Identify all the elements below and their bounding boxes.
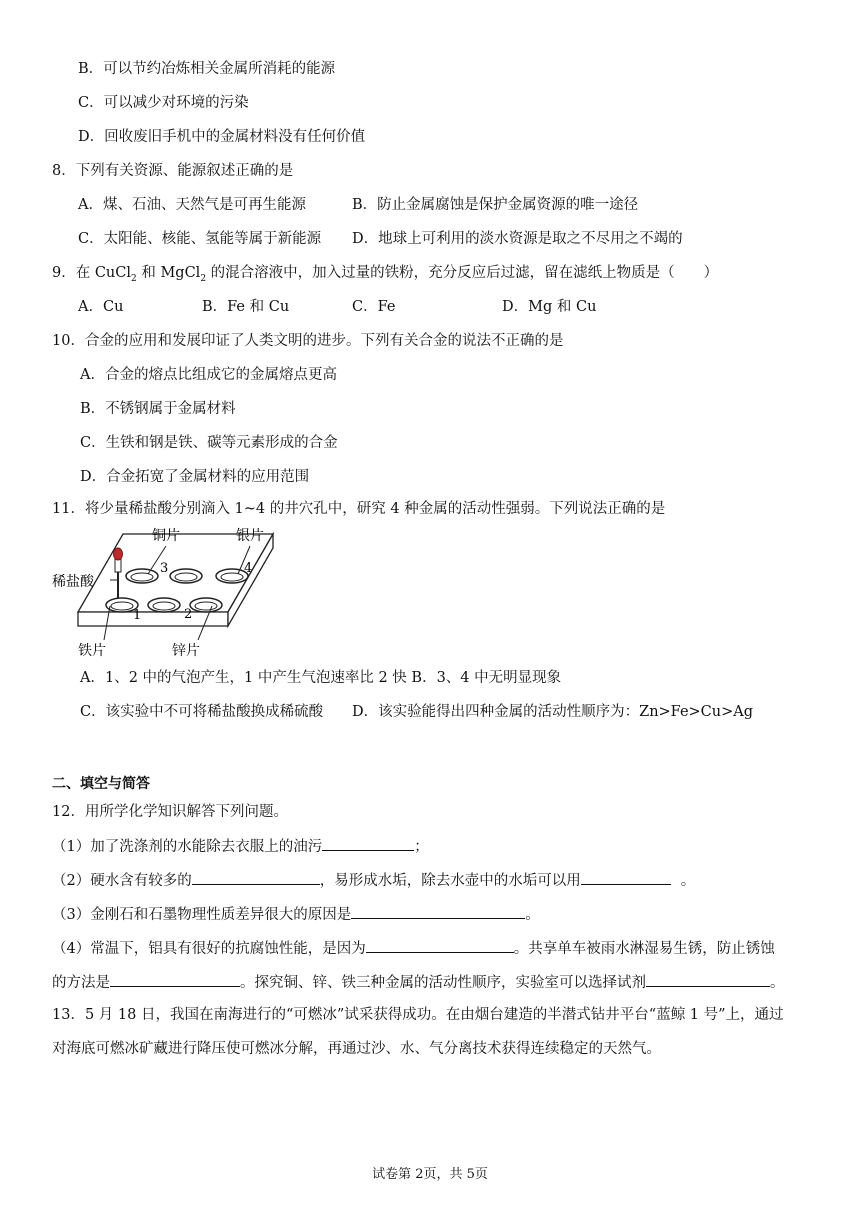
q7-option-b: B．可以节约冶炼相关金属所消耗的能源 [78, 61, 336, 77]
q11-option-c: C．该实验中不可将稀盐酸换成稀硫酸 [80, 704, 324, 720]
well-number-3: 3 [160, 561, 169, 576]
well-plate-figure [48, 522, 288, 662]
label-acid: 稀盐酸 [52, 574, 94, 590]
q9-option-d: D．Mg 和 Cu [502, 299, 597, 315]
q10-stem: 10．合金的应用和发展印证了人类文明的进步。下列有关合金的说法不正确的是 [52, 333, 564, 349]
answer-blank[interactable] [581, 870, 671, 885]
label-iron: 铁片 [78, 643, 106, 659]
section-title: 二、填空与简答 [52, 776, 150, 792]
q10-option-a: A．合金的熔点比组成它的金属熔点更高 [80, 367, 337, 383]
q7-option-c: C．可以减少对环境的污染 [78, 95, 249, 111]
answer-blank[interactable] [351, 904, 525, 919]
q12-part1: （1）加了洗涤剂的水能除去衣服上的油污 ； [52, 836, 429, 857]
q13-line1: 13．5 月 18 日，我国在南海进行的“可燃冰”试采获得成功。在由烟台建造的半潜式钻井平台“蓝鲸 1 号”上，通过 [52, 1007, 784, 1023]
q8-option-a: A．煤、石油、天然气是可再生能源 [78, 197, 306, 213]
label-silver: 银片 [236, 528, 264, 544]
answer-blank[interactable] [192, 870, 320, 885]
q8-option-c: C．太阳能、核能、氢能等属于新能源 [78, 231, 322, 247]
q9-option-b: B．Fe 和 Cu [202, 299, 290, 315]
q11-option-d: D．该实验能得出四种金属的活动性顺序为：Zn>Fe>Cu>Ag [352, 704, 754, 720]
q10-option-b: B．不锈钢属于金属材料 [80, 401, 236, 417]
q10-option-c: C．生铁和钢是铁、碳等元素形成的合金 [80, 435, 338, 451]
q12-stem: 12．用所学化学知识解答下列问题。 [52, 804, 288, 820]
q11-stem: 11．将少量稀盐酸分别滴入 1~4 的井穴孔中，研究 4 种金属的活动性强弱。下列说法正确的是 [52, 501, 666, 517]
answer-blank[interactable] [646, 972, 770, 987]
well-number-4: 4 [244, 561, 253, 576]
q7-option-d: D．回收废旧手机中的金属材料没有任何价值 [78, 129, 366, 145]
q8-option-d: D．地球上可利用的淡水资源是取之不尽用之不竭的 [352, 231, 683, 247]
answer-blank[interactable] [366, 938, 514, 953]
q8-stem: 8．下列有关资源、能源叙述正确的是 [52, 163, 294, 179]
q9-stem: 9．在 CuCl$_2$ 和 MgCl$_2$ 的混合溶液中，加入过量的铁粉，充分反应后过滤，留在滤纸上物质是（ ） [52, 265, 719, 284]
label-zinc: 锌片 [172, 643, 200, 659]
dropper-bulb [114, 548, 123, 560]
q11-option-ab: A．1、2 中的气泡产生，1 中产生气泡速率比 2 快 B．3、4 中无明显现象 [80, 670, 562, 686]
q12-part2: （2）硬水含有较多的 ，易形成水垢，除去水壶中的水垢可以用 。 [52, 870, 695, 891]
answer-blank[interactable] [110, 972, 240, 987]
answer-blank[interactable] [322, 836, 414, 851]
q10-option-d: D．合金拓宽了金属材料的应用范围 [80, 469, 310, 485]
page-footer: 试卷第 2页，共 5页 [372, 1167, 488, 1182]
q9-option-c: C．Fe [352, 299, 396, 315]
q12-part4-cont: 的方法是 。探究铜、锌、铁三种金属的活动性顺序，实验室可以选择试剂 。 [52, 972, 785, 993]
well-number-1: 1 [133, 608, 142, 623]
label-copper: 铜片 [152, 528, 180, 544]
q9-option-a: A．Cu [78, 299, 124, 315]
q13-line2: 对海底可燃冰矿藏进行降压使可燃冰分解，再通过沙、水、气分离技术获得连续稳定的天然气。 [52, 1041, 661, 1057]
q8-option-b: B．防止金属腐蚀是保护金属资源的唯一途径 [352, 197, 639, 213]
q12-part4: （4）常温下，铝具有很好的抗腐蚀性能，是因为 。共享单车被雨水淋湿易生锈，防止锈蚀 [52, 938, 775, 959]
q12-part3: （3）金刚石和石墨物理性质差异很大的原因是 。 [52, 904, 540, 925]
well-number-2: 2 [184, 607, 193, 622]
